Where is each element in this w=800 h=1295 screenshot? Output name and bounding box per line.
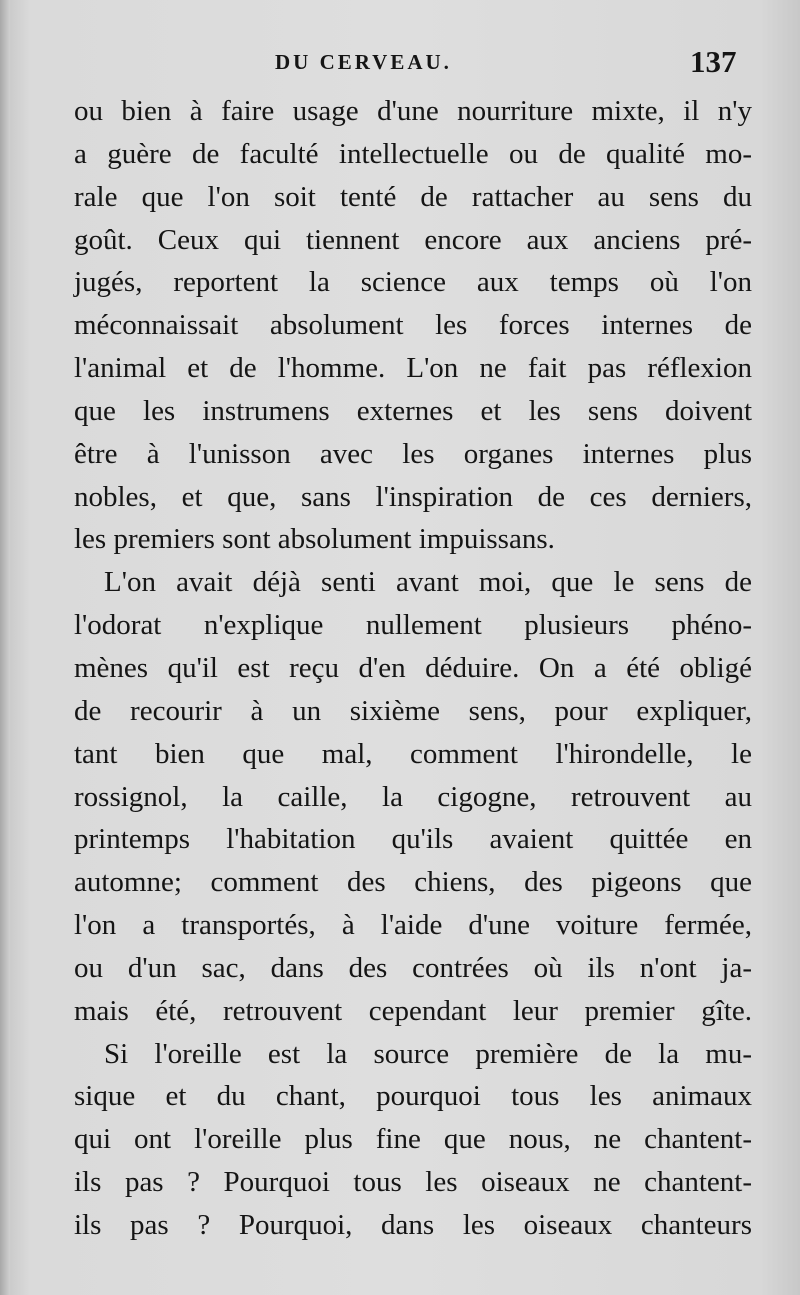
text-line: ils pas ? Pourquoi, dans les oiseaux chanteurs [74, 1208, 752, 1241]
text-line: nobles, et que, sans l'inspiration de ces derniers, [74, 480, 752, 513]
text-line: tant bien que mal, comment l'hirondelle, le [74, 737, 752, 770]
text-line: méconnaissait absolument les forces internes de [74, 309, 752, 342]
text-line: que les instrumens externes et les sens doivent [74, 394, 752, 427]
text-line: automne; comment des chiens, des pigeons que [74, 866, 752, 899]
text-line: a guère de faculté intellectuelle ou de qualité mo- [74, 137, 752, 170]
text-line: ou bien à faire usage d'une nourriture mixte, il n'y [74, 95, 752, 127]
text-line: qui ont l'oreille plus fine que nous, ne chantent- [74, 1123, 752, 1156]
page-header [0, 44, 800, 84]
text-line: jugés, reportent la science aux temps où l'on [74, 266, 752, 299]
text-line: rossignol, la caille, la cigogne, retrouvent au [74, 780, 752, 813]
text-line: rale que l'on soit tenté de rattacher au sens du [74, 180, 752, 213]
text-line: l'on a transportés, à l'aide d'une voiture fermée, [74, 909, 752, 942]
paragraph-start-line: L'on avait déjà senti avant moi, que le sens de [104, 566, 752, 599]
text-line: sique et du chant, pourquoi tous les animaux [74, 1080, 752, 1113]
text-line: l'odorat n'explique nullement plusieurs phéno- [74, 609, 752, 642]
text-line: l'animal et de l'homme. L'on ne fait pas réflexion [74, 352, 752, 385]
page-number: 137 [690, 44, 737, 79]
text-line: de recourir à un sixième sens, pour expliquer, [74, 694, 752, 727]
text-line: ils pas ? Pourquoi tous les oiseaux ne chantent- [74, 1166, 752, 1199]
text-line: être à l'unisson avec les organes internes plus [74, 437, 752, 470]
paragraph-end-line: les premiers sont absolument impuissans. [74, 523, 555, 556]
text-line: mènes qu'il est reçu d'en déduire. On a été obligé [74, 651, 752, 684]
text-line: printemps l'habitation qu'ils avaient quittée en [74, 823, 752, 856]
page-edge-shadow [0, 0, 10, 1295]
body-text [74, 90, 752, 1247]
running-title: DU CERVEAU. [275, 50, 452, 74]
text-line: goût. Ceux qui tiennent encore aux anciens pré- [74, 223, 752, 256]
paragraph-start-line: Si l'oreille est la source première de la mu- [104, 1037, 752, 1070]
text-line: ou d'un sac, dans des contrées où ils n'ont ja- [74, 951, 752, 984]
paragraph-end-line: mais été, retrouvent cependant leur premier gîte. [74, 994, 752, 1027]
